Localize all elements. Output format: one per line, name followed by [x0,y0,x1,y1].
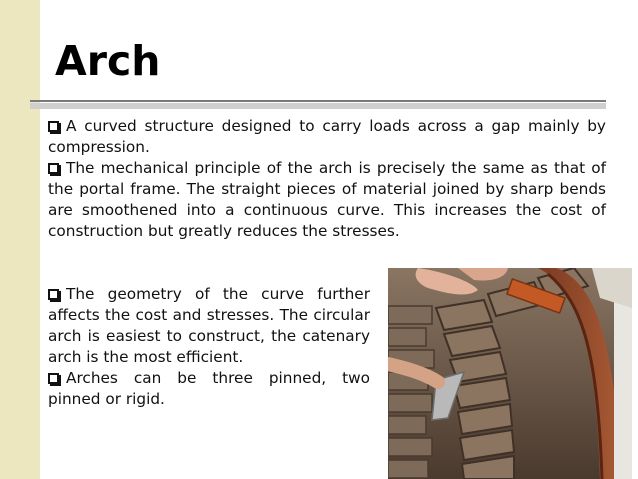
bullet-item [48,158,606,242]
brick-arch-construction-photo-icon [388,268,632,479]
bullet-text: The mechanical principle of the arch is precisely the same as that of the portal frame. The straight pieces of material joined by sharp bends are smoothened into a continuous curve. This increases the cost of construction but greatly reduces the stresses. [48,159,606,240]
bullet-list-bottom [48,284,370,410]
bullet-item [48,116,606,158]
hollow-square-bullet-icon [48,121,59,132]
bullet-item [48,284,370,368]
bullet-item [48,368,370,410]
slide-title: Arch [55,37,161,85]
bullet-list-top [48,116,606,242]
bullet-text: A curved structure designed to carry loads across a gap mainly by compression. [48,117,606,156]
bullet-text: Arches can be three pinned, two pinned or rigid. [48,369,370,408]
title-rule-shadow [30,103,606,109]
hollow-square-bullet-icon [48,163,59,174]
left-decorative-band [0,0,40,479]
bullet-text: The geometry of the curve further affects the cost and stresses. The circular arch is easiest to construct, the catenary arch is the most efficient. [48,285,370,366]
hollow-square-bullet-icon [48,289,59,300]
hollow-square-bullet-icon [48,373,59,384]
brick-arch-illustration [388,268,632,479]
title-rule [30,100,606,102]
